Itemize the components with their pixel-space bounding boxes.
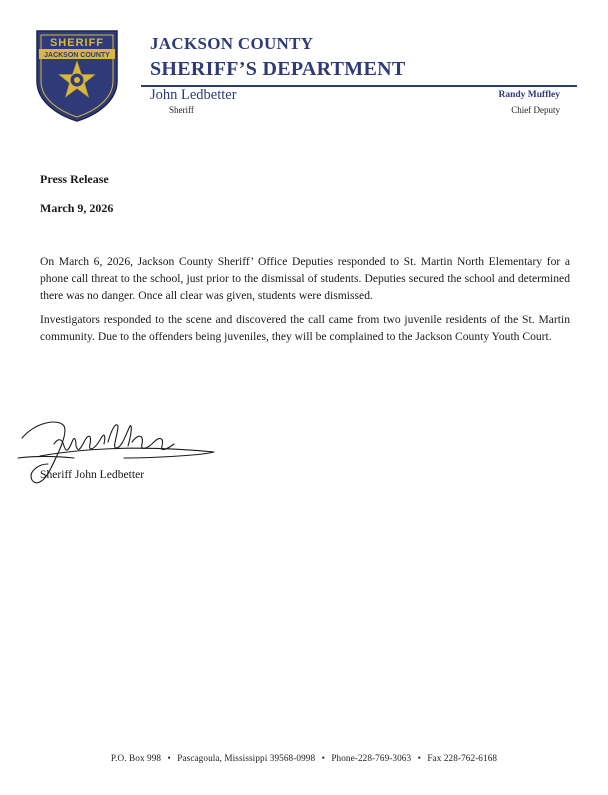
badge-top-text: SHERIFF <box>49 37 105 49</box>
department-name-line1: JACKSON COUNTY <box>150 34 314 53</box>
body-paragraph-1: On March 6, 2026, Jackson County Sheriff’ Office Deputies responded to St. Martin North Elementary for a phone call threat to the school, just prior to the dismissal of students. Deputies secured the school and determined there was no danger. Once all clear was given, students were dismissed. <box>40 255 570 302</box>
document-heading: Press Release <box>40 172 109 186</box>
footer-separator: • <box>417 753 421 763</box>
footer-address: P.O. Box 998 <box>110 753 162 763</box>
badge-banner-text: JACKSON COUNTY <box>44 52 110 60</box>
footer-separator: • <box>321 753 325 763</box>
footer-separator: • <box>167 753 171 763</box>
body-paragraph-2: Investigators responded to the scene and discovered the call came from two juvenile residents of the St. Martin community. Due to the offenders being juveniles, they will be complained to the Jackson County Youth Court. <box>40 313 570 343</box>
footer-city: Pascagoula, Mississippi 39568-0998 <box>177 753 316 763</box>
department-name-line2: SHERIFF’S DEPARTMENT <box>150 58 406 80</box>
sheriff-name: John Ledbetter <box>150 87 237 103</box>
footer-contact <box>0 753 608 763</box>
footer-fax: Fax 228-762-6168 <box>427 753 498 763</box>
chief-deputy-name: Randy Muffley <box>498 90 560 100</box>
chief-deputy-title: Chief Deputy <box>511 105 560 115</box>
sheriff-title: Sheriff <box>169 105 194 115</box>
footer-phone: Phone-228-769-3063 <box>331 753 412 763</box>
signature-caption: Sheriff John Ledbetter <box>40 468 145 481</box>
sheriff-badge-logo <box>33 27 121 123</box>
document-date: March 9, 2026 <box>40 201 114 215</box>
